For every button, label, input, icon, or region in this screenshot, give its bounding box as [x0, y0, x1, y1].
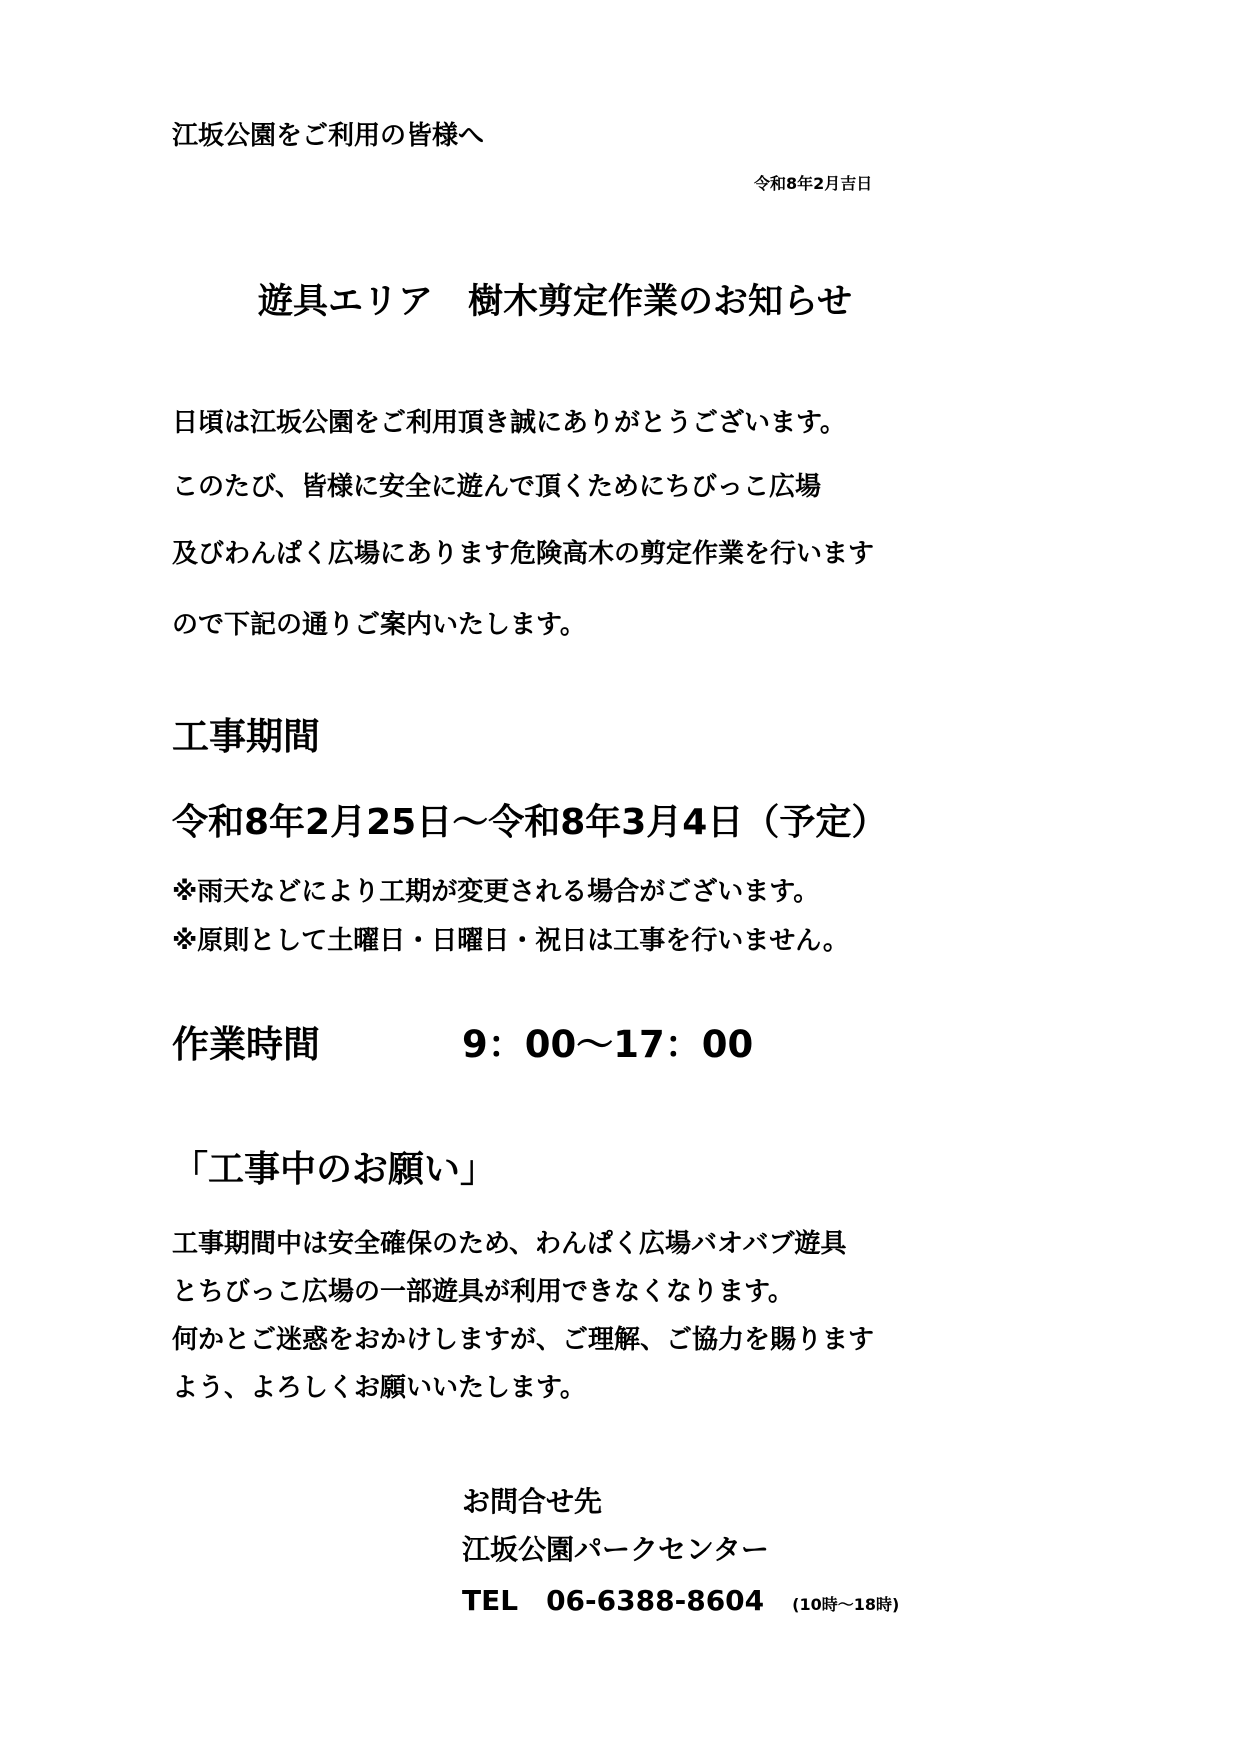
- intro-line: 日頃は江坂公園をご利用頂き誠にありがとうございます。: [172, 408, 846, 438]
- intro-line: ので下記の通りご案内いたします。: [172, 610, 586, 640]
- intro-line: このたび、皆様に安全に遊んで頂くためにちびっこ広場: [172, 472, 821, 502]
- contact-name: 江坂公園パークセンター: [462, 1533, 769, 1566]
- addressee: 江坂公園をご利用の皆様へ: [172, 121, 485, 151]
- contact-hours: (10時～18時): [792, 1595, 900, 1614]
- request-line: とちびっこ広場の一部遊具が利用できなくなります。: [172, 1277, 794, 1307]
- request-line: 工事期間中は安全確保のため、わんぱく広場バオバブ遊具: [172, 1229, 847, 1259]
- request-heading: 「工事中のお願い」: [172, 1149, 497, 1190]
- work-hours-heading: 作業時間: [172, 1023, 320, 1066]
- contact-label: お問合せ先: [462, 1485, 603, 1518]
- construction-note: ※原則として土曜日・日曜日・祝日は工事を行いません。: [172, 926, 849, 956]
- contact-tel-row: [462, 1584, 900, 1617]
- request-line: 何かとご迷惑をおかけしますが、ご理解、ご協力を賜ります: [172, 1325, 875, 1355]
- notice-title: 遊具エリア 樹木剪定作業のお知らせ: [258, 282, 852, 322]
- construction-period-heading: 工事期間: [172, 715, 320, 758]
- construction-period: 令和8年2月25日～令和8年3月4日（予定）: [172, 802, 888, 843]
- construction-note: ※雨天などにより工期が変更される場合がございます。: [172, 877, 820, 907]
- work-hours-value: 9：00～17：00: [462, 1023, 754, 1066]
- request-line: よう、よろしくお願いいたします。: [172, 1373, 586, 1403]
- contact-tel: TEL 06-6388-8604: [462, 1584, 765, 1617]
- intro-line: 及びわんぱく広場にあります危険高木の剪定作業を行います: [172, 539, 875, 569]
- issue-date: 令和8年2月吉日: [754, 174, 873, 193]
